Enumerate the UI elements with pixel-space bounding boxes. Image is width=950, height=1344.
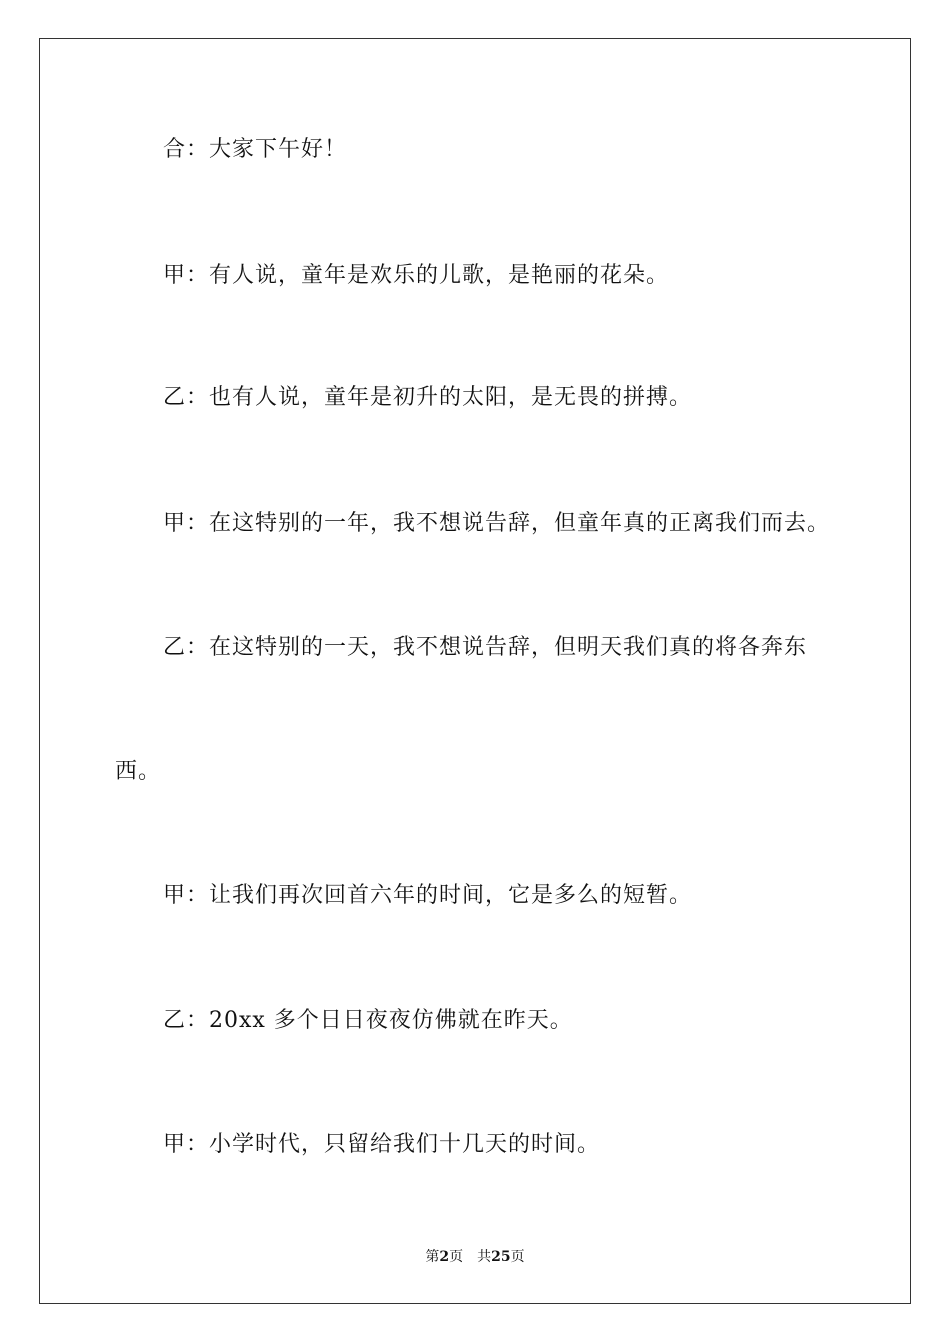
paragraph-line-6: 西。 [115,759,162,784]
paragraph-line-2: 甲：有人说，童年是欢乐的儿歌，是艳丽的花朵。 [163,263,670,288]
footer-total-pages: 25 [491,1249,511,1265]
footer-page-prefix: 第 [425,1249,440,1265]
paragraph-line-1: 合：大家下午好！ [163,137,348,162]
paragraph-line-3: 乙：也有人说，童年是初升的太阳，是无畏的拼搏。 [163,385,693,410]
footer-total-suffix: 页 [510,1249,525,1265]
page-footer [0,1248,950,1266]
footer-page-number: 2 [439,1249,450,1265]
paragraph-line-5: 乙：在这特别的一天，我不想说告辞，但明天我们真的将各奔东 [163,635,808,660]
paragraph-line-7: 甲：让我们再次回首六年的时间，它是多么的短暂。 [163,883,693,908]
page-frame [39,38,911,1304]
footer-page-suffix: 页 [449,1249,464,1265]
paragraph-line-4: 甲：在这特别的一年，我不想说告辞，但童年真的正离我们而去。 [163,511,831,536]
paragraph-line-8: 乙：20xx 多个日日夜夜仿佛就在昨天。 [163,1008,573,1033]
footer-total-prefix: 共 [477,1249,492,1265]
paragraph-line-9: 甲：小学时代，只留给我们十几天的时间。 [163,1132,601,1157]
